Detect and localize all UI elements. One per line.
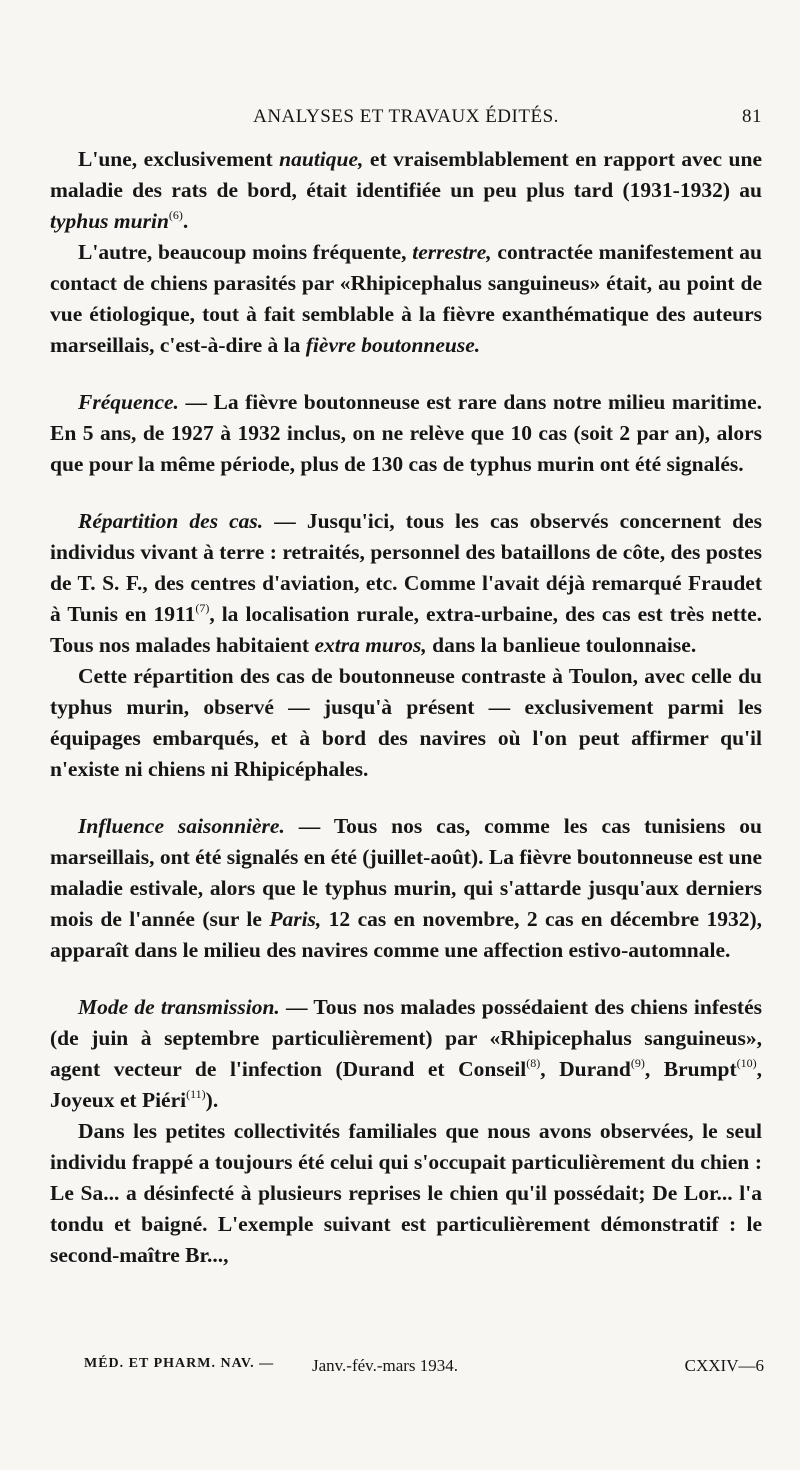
page-number: 81	[742, 106, 762, 127]
journal-name: MÉD. ET PHARM. NAV. —	[84, 1356, 275, 1371]
text-run: — Tous nos malades possédaient des chiens infestés (de juin à septembre particulièrement) par «Rhipicephalus sanguineus», agent vecteur de l'infection (Durand et Conseil	[50, 995, 762, 1081]
sheet-signature: CXXIV—6	[684, 1356, 764, 1375]
paragraph-saison	[50, 811, 762, 966]
paragraph-repartition	[50, 506, 762, 661]
footnote-ref: (8)	[526, 1056, 541, 1070]
section-heading: Influence saisonnière.	[78, 814, 285, 838]
emphasis: nautique,	[279, 147, 364, 171]
footnote-ref: (9)	[630, 1056, 645, 1070]
text-run: contractée manifestement au contact de chiens parasités par «Rhipicephalus sanguineus» était, au point de vue étiologique, tout à fait semblable à la fièvre exanthématique des auteurs marseillais, c'est-à-dire à la	[50, 240, 762, 357]
text-run: ).	[205, 1088, 219, 1112]
footnote-ref: (7)	[195, 601, 210, 615]
text-run: — Tous nos cas, comme les cas tunisiens ou marseillais, ont été signalés en été (juillet-août). La fièvre boutonneuse est une maladie estivale, alors que le typhus murin, qui s'attarde jusqu'aux derniers mois de l'année (sur le	[50, 814, 763, 931]
text-run: , Brumpt	[644, 1057, 737, 1081]
emphasis: fièvre boutonneuse.	[305, 333, 481, 357]
paragraph-transmission	[50, 992, 762, 1116]
text-run: L'autre, beaucoup moins fréquente,	[78, 240, 413, 264]
section-heading: Répartition des cas.	[78, 509, 264, 533]
body-text	[50, 144, 762, 1271]
emphasis: terrestre,	[412, 240, 492, 264]
text-run: , Joyeux et Piéri	[50, 1057, 762, 1112]
text-run: — Jusqu'ici, tous les cas observés concernent des individus vivant à terre : retraités, personnel des bataillons de côte, des postes de T. S. F., des centres d'aviation, etc. Comme l'avait déjà remarqué Fraudet à Tunis en 1911	[50, 509, 762, 626]
paragraph-nautique	[50, 144, 762, 237]
paragraph-frequence	[50, 387, 762, 480]
text-run: Dans les petites collectivités familiales que nous avons observées, le seul individu frappé a toujours été celui qui s'occupait particulièrement du chien : Le Sa... a désinfecté à plusieurs reprises le chien qu'il possédait; De Lor... l'a tondu et baigné. L'exemple suivant est particulièrement démonstratif : le second-maître Br...,	[50, 1119, 762, 1267]
text-run: dans la banlieue toulonnaise.	[426, 633, 697, 657]
text-run: .	[182, 209, 189, 233]
footnote-ref: (6)	[168, 208, 183, 222]
section-heading: Fréquence.	[78, 390, 179, 414]
text-run: — La fièvre boutonneuse est rare dans notre milieu maritime. En 5 ans, de 1927 à 1932 inclus, on ne relève que 10 cas (soit 2 par an), alors que pour la même période, plus de 130 cas de typhus murin ont été signalés.	[50, 390, 762, 476]
text-run: 12 cas en novembre, 2 cas en décembre 1932), apparaît dans le milieu des navires comme une affection estivo-automnale.	[50, 907, 762, 962]
emphasis: Paris,	[269, 907, 322, 931]
text-run: L'une, exclusivement	[78, 147, 280, 171]
issue-date: Janv.-fév.-mars 1934.	[312, 1356, 459, 1375]
section-heading: Mode de transmission.	[78, 995, 280, 1019]
paragraph-terrestre	[50, 237, 762, 361]
running-header	[50, 106, 762, 136]
page-footer	[84, 1356, 764, 1384]
footnote-ref: (10)	[736, 1056, 757, 1070]
running-title: ANALYSES ET TRAVAUX ÉDITÉS.	[253, 106, 559, 127]
text-run: , Durand	[540, 1057, 631, 1081]
text-run: Cette répartition des cas de boutonneuse contraste à Toulon, avec celle du typhus murin, observé — jusqu'à présent — exclusivement parmi les équipages embarqués, et à bord des navires où l'on peut affirmer qu'il n'existe ni chiens ni Rhipicéphales.	[50, 664, 762, 781]
paragraph-collectivites	[50, 1116, 762, 1271]
emphasis: typhus murin	[50, 209, 169, 233]
footnote-ref: (11)	[186, 1087, 206, 1101]
emphasis: extra muros,	[314, 633, 427, 657]
paragraph-contraste	[50, 661, 762, 785]
text-run: et vraisemblablement en rapport avec une maladie des rats de bord, était identifiée un peu plus tard (1931-1932) au	[50, 147, 762, 202]
text-run: , la localisation rurale, extra-urbaine, des cas est très nette. Tous nos malades habitaient	[50, 602, 763, 657]
